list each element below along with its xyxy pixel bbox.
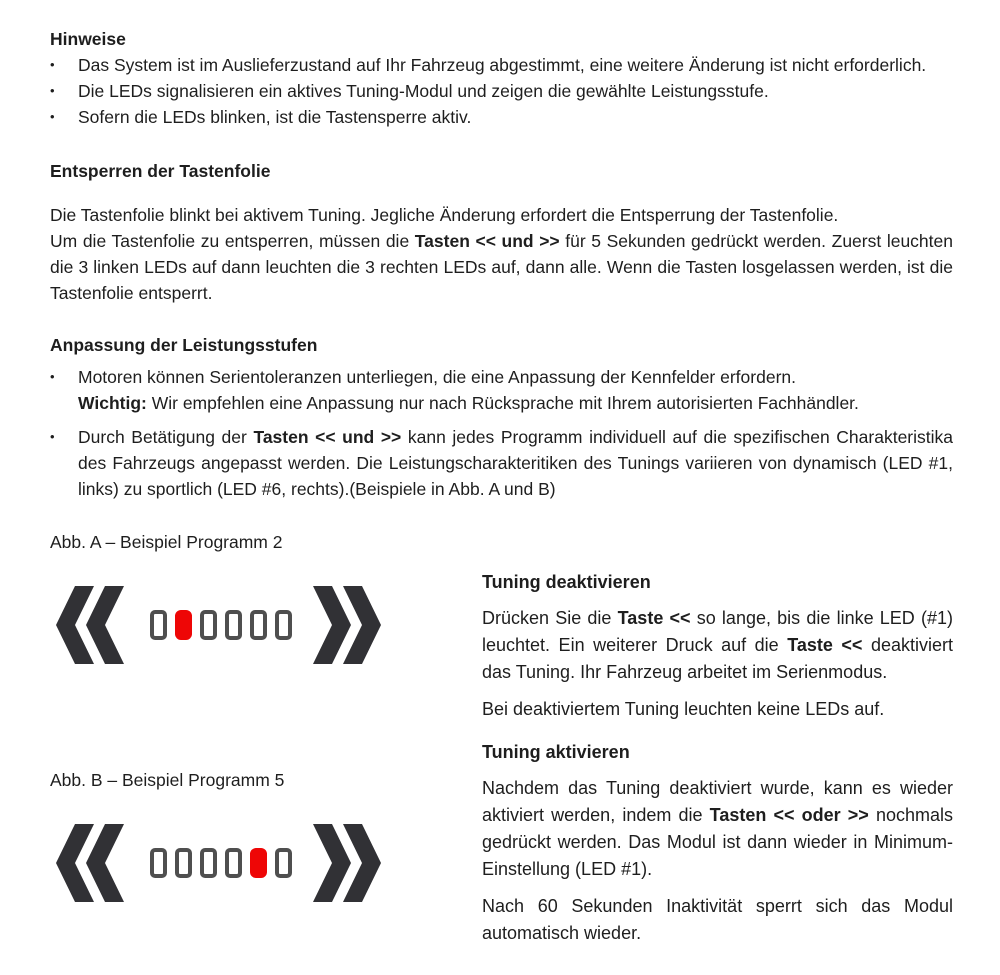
hinweise-bullet-3: • Sofern die LEDs blinken, ist die Tastensperre aktiv. bbox=[50, 104, 953, 130]
bullet-marker: • bbox=[50, 83, 55, 98]
aktivieren-paragraph-1: Nachdem das Tuning deaktiviert wurde, kann es wieder aktiviert werden, indem die Tasten << oder >> nochmals gedrückt werden. Das Modul ist dann wieder in Minimum-Einstellung (LED #1). bbox=[482, 778, 953, 879]
figure-b-caption: Abb. B – Beispiel Programm 5 bbox=[50, 770, 285, 790]
led-indicator bbox=[200, 848, 217, 878]
bullet-marker: • bbox=[50, 369, 55, 384]
led-indicator bbox=[150, 848, 167, 878]
led-indicator bbox=[175, 610, 192, 640]
anpassung-bullet-1-line-2: Wichtig: Wir empfehlen eine Anpassung nur nach Rücksprache mit Ihrem autorisierten Fachhändler. bbox=[78, 393, 859, 413]
instructions-column bbox=[482, 530, 953, 947]
anpassung-bullet-1 bbox=[50, 364, 953, 416]
anpassung-bullet-1-line-1: Motoren können Serientoleranzen unterliegen, die eine Anpassung der Kennfelder erfordern. bbox=[78, 367, 796, 387]
led-indicator bbox=[275, 610, 292, 640]
deaktivieren-title: Tuning deaktivieren bbox=[482, 572, 651, 592]
double-chevron-right-icon bbox=[313, 824, 381, 902]
chevron-arm bbox=[313, 824, 351, 902]
led-display-figure-b bbox=[50, 824, 482, 902]
figure-a-caption: Abb. A – Beispiel Programm 2 bbox=[50, 532, 283, 552]
section-entsperren bbox=[50, 158, 953, 306]
anpassung-title: Anpassung der Leistungsstufen bbox=[50, 335, 318, 355]
entsperren-paragraph: Um die Tastenfolie zu entsperren, müssen die Tasten << und >> für 5 Sekunden gedrückt werden. Zuerst leuchten die 3 linken LEDs auf dann leuchten die 3 rechten LEDs auf, dann alle. Wenn die Tasten losgelassen werden, ist die Tastenfolie entsperrt. bbox=[50, 231, 953, 303]
entsperren-title: Entsperren der Tastenfolie bbox=[50, 161, 271, 181]
double-chevron-right-icon bbox=[313, 586, 381, 664]
chevron-arm bbox=[86, 824, 124, 902]
double-chevron-left-icon bbox=[56, 824, 124, 902]
led-indicator bbox=[250, 848, 267, 878]
aktivieren-title: Tuning aktivieren bbox=[482, 742, 630, 762]
bullet-marker: • bbox=[50, 57, 55, 72]
entsperren-body bbox=[50, 202, 953, 306]
figures-and-instructions bbox=[50, 530, 953, 947]
hinweise-bullet-2: • Die LEDs signalisieren ein aktives Tuning-Modul und zeigen die gewählte Leistungsstufe. bbox=[50, 78, 953, 104]
led-indicator bbox=[225, 610, 242, 640]
section-hinweise bbox=[50, 26, 953, 130]
led-indicator bbox=[250, 610, 267, 640]
led-indicator bbox=[150, 610, 167, 640]
led-indicator bbox=[175, 848, 192, 878]
led-indicator bbox=[225, 848, 242, 878]
deaktivieren-paragraph-1: Drücken Sie die Taste << so lange, bis die linke LED (#1) leuchtet. Ein weiterer Druck auf die Taste << deaktiviert das Tuning. Ihr Fahrzeug arbeitet im Serienmodus. bbox=[482, 608, 953, 682]
bullet-marker: • bbox=[50, 429, 55, 444]
double-chevron-left-icon bbox=[56, 586, 124, 664]
chevron-arm bbox=[86, 586, 124, 664]
section-anpassung bbox=[50, 332, 953, 502]
led-row bbox=[150, 610, 292, 640]
hinweise-bullet-1: • Das System ist im Auslieferzustand auf Ihr Fahrzeug abgestimmt, eine weitere Änderung ist nicht erforderlich. bbox=[50, 52, 953, 78]
led-row bbox=[150, 848, 292, 878]
bullet-marker: • bbox=[50, 109, 55, 124]
hinweise-title: Hinweise bbox=[50, 29, 126, 49]
aktivieren-paragraph-2: Nach 60 Sekunden Inaktivität sperrt sich das Modul automatisch wieder. bbox=[482, 896, 953, 943]
led-indicator bbox=[275, 848, 292, 878]
figures-column bbox=[50, 530, 482, 947]
led-indicator bbox=[200, 610, 217, 640]
deaktivieren-paragraph-2: Bei deaktiviertem Tuning leuchten keine LEDs auf. bbox=[482, 699, 885, 719]
led-display-figure-a bbox=[50, 586, 482, 664]
entsperren-line-1: Die Tastenfolie blinkt bei aktivem Tuning. Jegliche Änderung erfordert die Entsperrung der Tastenfolie. bbox=[50, 205, 839, 225]
chevron-arm bbox=[313, 586, 351, 664]
anpassung-bullet-2: • Durch Betätigung der Tasten << und >> kann jedes Programm individuell auf die spezifischen Charakteristika des Fahrzeugs angepasst werden. Die Leistungscharakteritiken des Tunings variieren von dynamisch (LED #1, links) zu sportlich (LED #6, rechts).(Beispiele in Abb. A und B) bbox=[50, 424, 953, 502]
